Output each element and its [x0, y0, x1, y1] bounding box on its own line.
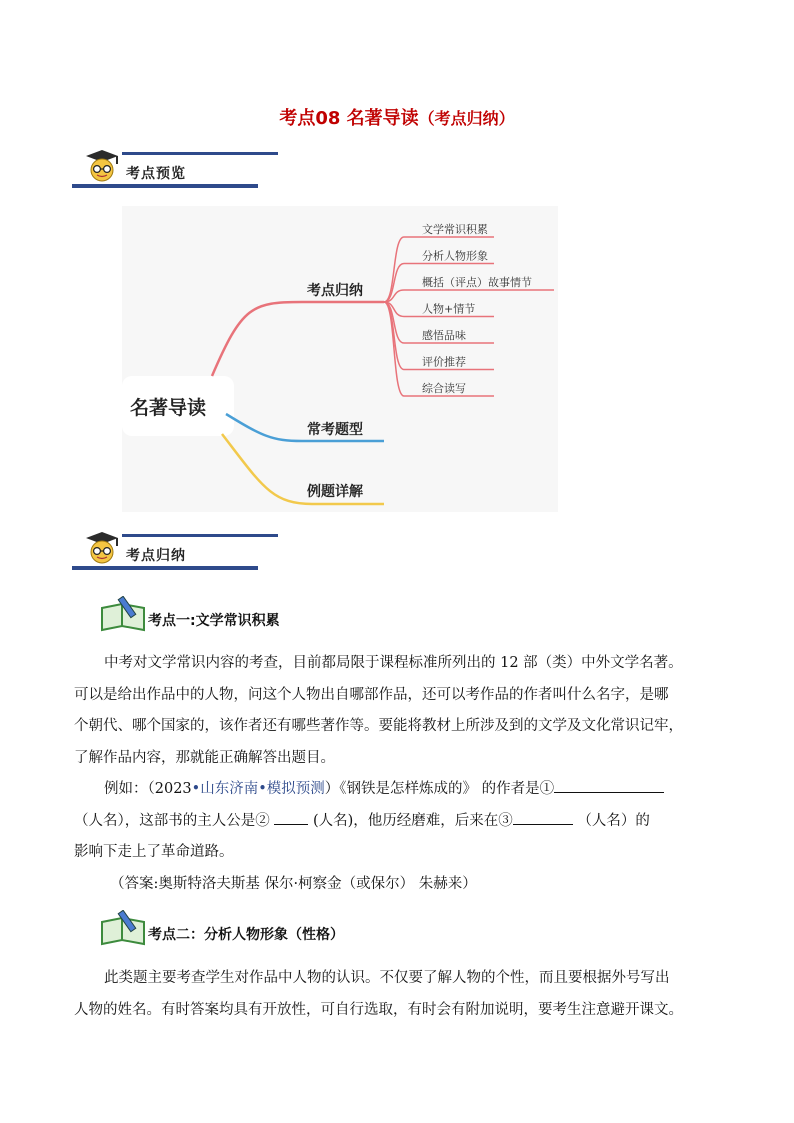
- mindmap-leaf-label: 人物+情节: [422, 302, 476, 316]
- mindmap-branch-line-1: [212, 302, 384, 376]
- example-question: ）《钢铁是怎样炼成的》 的作者是①: [324, 781, 555, 797]
- mindmap-leaf-label: 文学常识积累: [422, 223, 488, 236]
- point-1-title: 考点一:文学常识积累: [148, 613, 280, 629]
- point-2-title: 考点二：分析人物形象（性格）: [148, 927, 344, 943]
- mindmap-branch-2: 常考题型: [307, 422, 363, 438]
- mindmap-leaves: [384, 222, 554, 396]
- scholar-icon: [82, 150, 122, 184]
- mindmap-leaf-label: 分析人物形象: [422, 249, 488, 263]
- text-line: 可以是给出作品中的人物，问这个人物出自哪部作品，还可以考作品的作者叫什么名字，是哪: [74, 686, 669, 703]
- title-main: 考点08 名著导读: [279, 108, 419, 129]
- mindmap-diagram: [122, 206, 558, 512]
- text-line: 中考对文学常识内容的考查，目前都局限于课程标准所列出的 12 部（类）中外文学名著。: [104, 655, 683, 671]
- example-source: •山东济南•模拟预测: [191, 781, 325, 797]
- answer-line: （答案:奥斯特洛夫斯基 保尔·柯察金（或保尔） 朱赫来）: [110, 875, 477, 892]
- mindmap-branch-1: 考点归纳: [307, 283, 363, 299]
- answer-blank-3[interactable]: [513, 808, 573, 825]
- section-label: 考点预览: [126, 166, 186, 182]
- example-text: （人名），这部书的主人公是②: [74, 812, 270, 829]
- example-line-1: [74, 774, 724, 806]
- mindmap-leaf-label: 感悟品味: [422, 329, 466, 342]
- example-line-3: 影响下走上了革命道路。: [74, 844, 234, 860]
- page-title: [0, 104, 794, 130]
- text-line: 了解作品内容，那就能正确解答出题目。: [74, 749, 335, 766]
- mindmap-leaf-label: 概括（评点）故事情节: [422, 276, 532, 289]
- mindmap-leaf-label: 评价推荐: [422, 355, 466, 369]
- example-text: (人名)，他历经磨难，后来在③: [312, 812, 513, 829]
- section-header-preview: [72, 150, 262, 194]
- answer-blank-1[interactable]: [554, 776, 664, 793]
- mindmap-leaf-connector: [384, 302, 404, 370]
- answer-blank-2[interactable]: [274, 808, 308, 825]
- book-pencil-icon: [100, 910, 146, 946]
- mindmap-center-label: 名著导读: [130, 397, 207, 419]
- mindmap-branch-3: 例题详解: [307, 484, 363, 500]
- section-header-summary: [72, 532, 262, 576]
- text-line: 人物的姓名。有时答案均具有开放性，可自行选取，有时会有附加说明，要考生注意避开课文。: [74, 1001, 683, 1018]
- example-text: （人名）的: [577, 812, 650, 829]
- scholar-icon: [82, 532, 122, 566]
- example-prefix: 例如：（2023: [104, 781, 192, 797]
- point-2-header: [100, 910, 500, 944]
- example-line-2: [74, 806, 724, 838]
- title-sub: （考点归纳）: [418, 109, 515, 128]
- point-2-body: [74, 963, 724, 1026]
- book-pencil-icon: [100, 596, 146, 632]
- mindmap-leaf-connector: [384, 237, 404, 302]
- mindmap-leaf-label: 综合读写: [422, 382, 466, 395]
- point-1-header: [100, 596, 500, 630]
- point-1-body: [74, 648, 724, 900]
- text-line: 此类题主要考查学生对作品中人物的认识。不仅要了解人物的个性，而且要根据外号写出: [104, 970, 670, 986]
- mindmap: [122, 206, 558, 512]
- section-label: 考点归纳: [126, 548, 186, 564]
- text-line: 个朝代、哪个国家的，该作者还有哪些著作等。要能将教材上所涉及到的文学及文化常识记牢，: [74, 718, 683, 734]
